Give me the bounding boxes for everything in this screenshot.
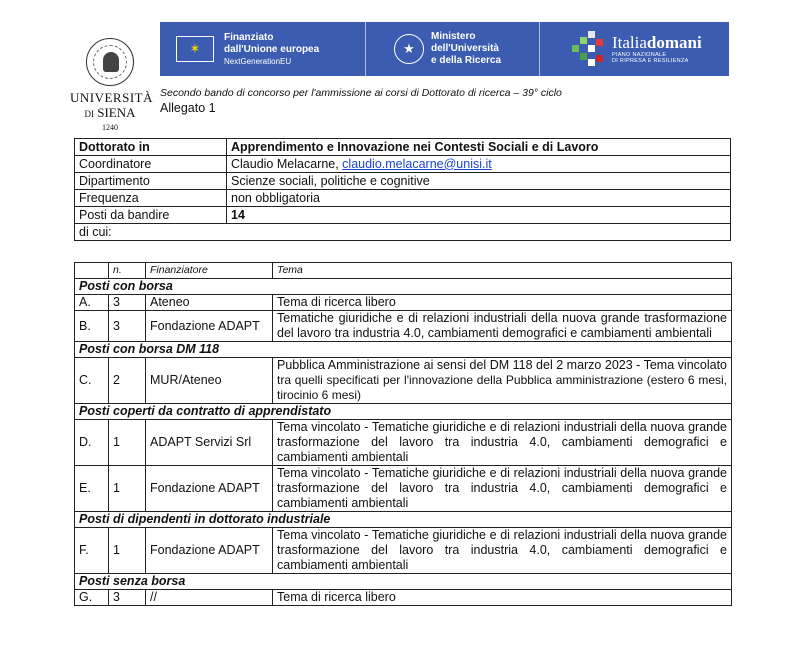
- row-tema: Tematiche giuridiche e di relazioni industriali della nuova grande trasformazione del lavoro tra industria 4.0, cambiamenti demografici e cambiamenti ambientali: [273, 311, 732, 342]
- header-tema: Tema: [273, 263, 732, 279]
- italian-emblem-icon: ★: [394, 34, 424, 64]
- italiadomani-title: Italiadomani: [612, 33, 702, 52]
- university-seal-icon: [86, 38, 134, 86]
- row-finanziatore: ADAPT Servizi Srl: [146, 420, 273, 466]
- coordinatore-label: Coordinatore: [75, 156, 227, 173]
- info-row-dicui: [75, 224, 731, 241]
- row-n: 3: [109, 311, 146, 342]
- university-logo: [70, 38, 153, 132]
- row-finanziatore: MUR/Ateneo: [146, 358, 273, 404]
- row-finanziatore: Ateneo: [146, 295, 273, 311]
- row-letter: D.: [75, 420, 109, 466]
- row-n: 3: [109, 295, 146, 311]
- eu-flag-icon: ✶: [176, 36, 214, 62]
- university-name-line2: DI SIENA: [84, 105, 136, 120]
- table-row: [75, 311, 732, 342]
- italiadomani-cubes-icon: [572, 31, 606, 67]
- italiadomani-sub1: PIANO NAZIONALE: [612, 52, 667, 58]
- table-row: [75, 295, 732, 311]
- info-row-posti: [75, 207, 731, 224]
- university-name-line1: UNIVERSITÀ: [70, 90, 153, 105]
- row-letter: B.: [75, 311, 109, 342]
- table-row: [75, 590, 732, 606]
- section-dm118: Posti con borsa DM 118: [75, 342, 732, 358]
- dipartimento-label: Dipartimento: [75, 173, 227, 190]
- eu-line3: NextGenerationEU: [224, 56, 292, 66]
- table-row: [75, 420, 732, 466]
- mur-line3: e della Ricerca: [431, 55, 502, 66]
- info-row-dottorato: [75, 139, 731, 156]
- row-n: 2: [109, 358, 146, 404]
- posti-header-row: [75, 263, 732, 279]
- table-row: [75, 466, 732, 512]
- dottorato-label: Dottorato in: [75, 139, 227, 156]
- row-tema: Tema di ricerca libero: [273, 590, 732, 606]
- section-row: [75, 574, 732, 590]
- document-subtitle: Secondo bando di concorso per l'ammissione ai corsi di Dottorato di ricerca – 39° ciclo: [160, 87, 562, 99]
- row-letter: E.: [75, 466, 109, 512]
- table-row: [75, 528, 732, 574]
- dicui-label: di cui:: [75, 224, 731, 241]
- section-industriale: Posti di dipendenti in dottorato industriale: [75, 512, 732, 528]
- info-row-frequenza: [75, 190, 731, 207]
- row-letter: F.: [75, 528, 109, 574]
- section-con-borsa: Posti con borsa: [75, 279, 732, 295]
- posti-value: 14: [227, 207, 731, 224]
- allegato-title: Allegato 1: [160, 101, 216, 115]
- eu-line2: dall'Unione europea: [224, 43, 320, 55]
- posti-table: [74, 262, 732, 606]
- info-table: [74, 138, 731, 241]
- info-row-dipartimento: [75, 173, 731, 190]
- row-finanziatore: Fondazione ADAPT: [146, 528, 273, 574]
- eu-line1: Finanziato: [224, 31, 274, 43]
- row-letter: C.: [75, 358, 109, 404]
- posti-label: Posti da bandire: [75, 207, 227, 224]
- eu-logo: [160, 22, 365, 76]
- section-apprendistato: Posti coperti da contratto di apprendistato: [75, 404, 732, 420]
- dipartimento-value: Scienze sociali, politiche e cognitive: [227, 173, 731, 190]
- row-letter: G.: [75, 590, 109, 606]
- coordinatore-email-link[interactable]: claudio.melacarne@unisi.it: [342, 156, 492, 171]
- row-tema: Tema vincolato - Tematiche giuridiche e di relazioni industriali della nuova grande trasformazione del lavoro tra industria 4.0, cambiamenti demografici e cambiamenti ambientali: [273, 466, 732, 512]
- mur-line1: Ministero: [431, 31, 476, 42]
- table-row: [75, 358, 732, 404]
- coordinatore-value: [227, 156, 731, 173]
- row-finanziatore: Fondazione ADAPT: [146, 311, 273, 342]
- row-n: 1: [109, 528, 146, 574]
- section-senza-borsa: Posti senza borsa: [75, 574, 732, 590]
- dottorato-value: Apprendimento e Innovazione nei Contesti Sociali e di Lavoro: [227, 139, 731, 156]
- row-tema: Tema di ricerca libero: [273, 295, 732, 311]
- row-tema: [273, 358, 732, 404]
- row-tema: Tema vincolato - Tematiche giuridiche e di relazioni industriali della nuova grande trasformazione del lavoro tra industria 4.0, cambiamenti demografici e cambiamenti ambientali: [273, 528, 732, 574]
- frequenza-label: Frequenza: [75, 190, 227, 207]
- funding-banner: [160, 22, 729, 76]
- frequenza-value: non obbligatoria: [227, 190, 731, 207]
- row-n: 1: [109, 466, 146, 512]
- row-tema: Tema vincolato - Tematiche giuridiche e di relazioni industriali della nuova grande trasformazione del lavoro tra industria 4.0, cambiamenti demografici e cambiamenti ambientali: [273, 420, 732, 466]
- row-n: 1: [109, 420, 146, 466]
- header-n: n.: [109, 263, 146, 279]
- university-year: 1240: [102, 123, 118, 132]
- row-letter: A.: [75, 295, 109, 311]
- section-row: [75, 342, 732, 358]
- row-tema-part2: tra quelli specificati per l'innovazione della Pubblica amministrazione (estero 6 mesi, tirocinio 6 mesi): [277, 373, 727, 402]
- header-finanziatore: Finanziatore: [146, 263, 273, 279]
- coordinatore-name: Claudio Melacarne,: [231, 156, 343, 171]
- section-row: [75, 279, 732, 295]
- section-row: [75, 512, 732, 528]
- italiadomani-logo: [539, 22, 729, 76]
- row-tema-part1: Pubblica Amministrazione ai sensi del DM 118 del 2 marzo 2023 - Tema vincolato: [277, 358, 727, 372]
- row-finanziatore: //: [146, 590, 273, 606]
- section-row: [75, 404, 732, 420]
- row-n: 3: [109, 590, 146, 606]
- italiadomani-sub2: DI RIPRESA E RESILIENZA: [612, 58, 689, 64]
- mur-logo: [365, 22, 539, 76]
- row-finanziatore: Fondazione ADAPT: [146, 466, 273, 512]
- info-row-coordinatore: [75, 156, 731, 173]
- mur-line2: dell'Università: [431, 43, 499, 54]
